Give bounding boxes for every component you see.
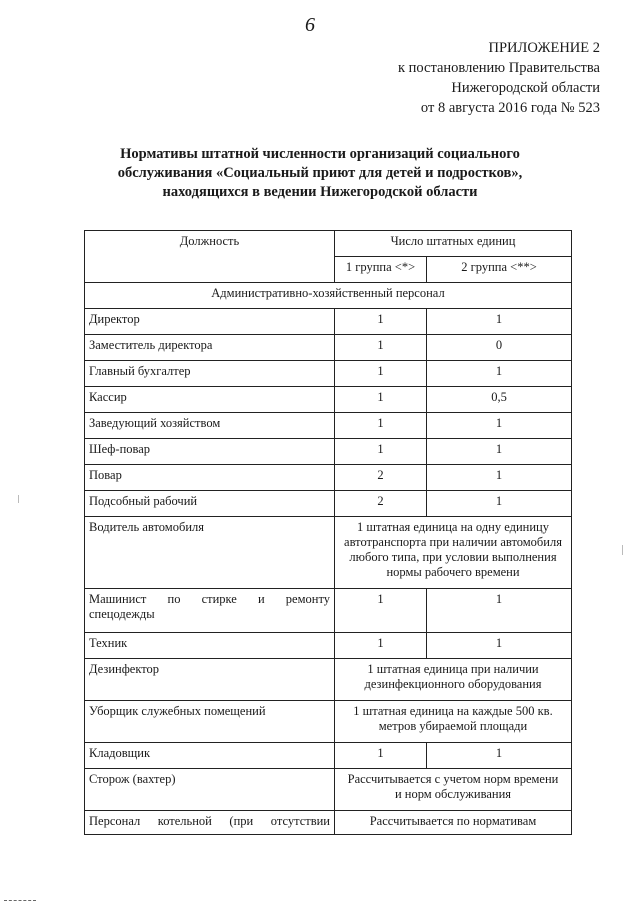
appendix-resolution: к постановлению Правительства — [398, 60, 600, 76]
row-note-line-2: метров убираемой площади — [378, 719, 528, 733]
table-row — [85, 465, 572, 491]
scan-edge-line — [4, 900, 36, 901]
title-line-1: Нормативы штатной численности организаций социального — [120, 146, 520, 162]
appendix-header — [340, 38, 600, 118]
row-position — [85, 589, 335, 633]
row-group-2: 0 — [427, 335, 572, 361]
table-row — [85, 589, 572, 633]
header-group-1: 1 группа <*> — [335, 257, 427, 283]
row-note — [335, 769, 572, 811]
row-note-line-1: Рассчитывается с учетом норм времени — [347, 772, 559, 786]
row-group-2: 1 — [427, 361, 572, 387]
table-row — [85, 701, 572, 743]
document-title — [95, 145, 545, 202]
appendix-title: ПРИЛОЖЕНИЕ 2 — [488, 40, 600, 56]
appendix-region: Нижегородской области — [451, 80, 600, 96]
row-group-2: 1 — [427, 439, 572, 465]
row-group-1: 1 — [335, 439, 427, 465]
table-row — [85, 517, 572, 589]
scan-mark — [622, 545, 623, 555]
table-row — [85, 361, 572, 387]
table-row — [85, 811, 572, 835]
appendix-date: от 8 августа 2016 года № 523 — [420, 100, 600, 116]
table-row — [85, 633, 572, 659]
staffing-table — [84, 230, 572, 835]
table-row — [85, 769, 572, 811]
row-position: Водитель автомобиля — [85, 517, 335, 589]
row-group-1: 1 — [335, 633, 427, 659]
row-position: Заведующий хозяйством — [85, 413, 335, 439]
table-row — [85, 309, 572, 335]
row-position: Подсобный рабочий — [85, 491, 335, 517]
row-position: Сторож (вахтер) — [85, 769, 335, 811]
header-units: Число штатных единиц — [335, 231, 572, 257]
row-group-1: 1 — [335, 309, 427, 335]
row-group-2: 1 — [427, 413, 572, 439]
page-number: 6 — [305, 14, 315, 36]
row-group-1: 1 — [335, 589, 427, 633]
table-row — [85, 743, 572, 769]
table-row — [85, 491, 572, 517]
row-note — [335, 701, 572, 743]
row-note-line-2: и норм обслуживания — [394, 787, 512, 801]
row-position: Заместитель директора — [85, 335, 335, 361]
title-line-3: находящихся в ведении Нижегородской области — [162, 184, 478, 200]
row-group-2: 1 — [427, 633, 572, 659]
row-note: Рассчитывается по нормативам — [335, 811, 572, 835]
row-position: Кладовщик — [85, 743, 335, 769]
row-note — [335, 659, 572, 701]
scan-mark — [18, 495, 19, 503]
row-position: Директор — [85, 309, 335, 335]
row-position: Персонал котельной (при отсутствии — [85, 811, 335, 835]
row-group-2: 1 — [427, 491, 572, 517]
table-row — [85, 439, 572, 465]
row-note: 1 штатная единица на одну единицу автотранспорта при наличии автомобиля любого типа, при условии выполнения нормы рабочего времени — [335, 517, 572, 589]
row-group-1: 2 — [335, 491, 427, 517]
section-admin: Административно-хозяйственный персонал — [85, 283, 572, 309]
row-group-2: 1 — [427, 309, 572, 335]
row-position: Уборщик служебных помещений — [85, 701, 335, 743]
row-note-line-1: 1 штатная единица на каждые 500 кв. — [353, 704, 553, 718]
row-note-line-2: дезинфекционного оборудования — [364, 677, 542, 691]
table-row — [85, 387, 572, 413]
row-group-1: 1 — [335, 335, 427, 361]
row-group-2: 0,5 — [427, 387, 572, 413]
table-row — [85, 413, 572, 439]
header-group-2: 2 группа <**> — [427, 257, 572, 283]
row-group-1: 1 — [335, 413, 427, 439]
row-group-2: 1 — [427, 589, 572, 633]
row-group-2: 1 — [427, 743, 572, 769]
row-group-2: 1 — [427, 465, 572, 491]
row-position: Главный бухгалтер — [85, 361, 335, 387]
header-position: Должность — [85, 231, 335, 283]
table-row — [85, 335, 572, 361]
row-group-1: 1 — [335, 387, 427, 413]
row-position-line-1: Машинист по стирке и ремонту — [89, 592, 330, 606]
row-position: Кассир — [85, 387, 335, 413]
row-group-1: 1 — [335, 743, 427, 769]
row-position: Дезинфектор — [85, 659, 335, 701]
row-group-1: 1 — [335, 361, 427, 387]
row-position: Техник — [85, 633, 335, 659]
row-group-1: 2 — [335, 465, 427, 491]
row-position: Повар — [85, 465, 335, 491]
table-row — [85, 659, 572, 701]
row-note-line-1: 1 штатная единица при наличии — [367, 662, 539, 676]
row-position: Шеф-повар — [85, 439, 335, 465]
title-line-2: обслуживания «Социальный приют для детей и подростков», — [117, 165, 523, 181]
row-position-line-2: спецодежды — [89, 607, 155, 621]
